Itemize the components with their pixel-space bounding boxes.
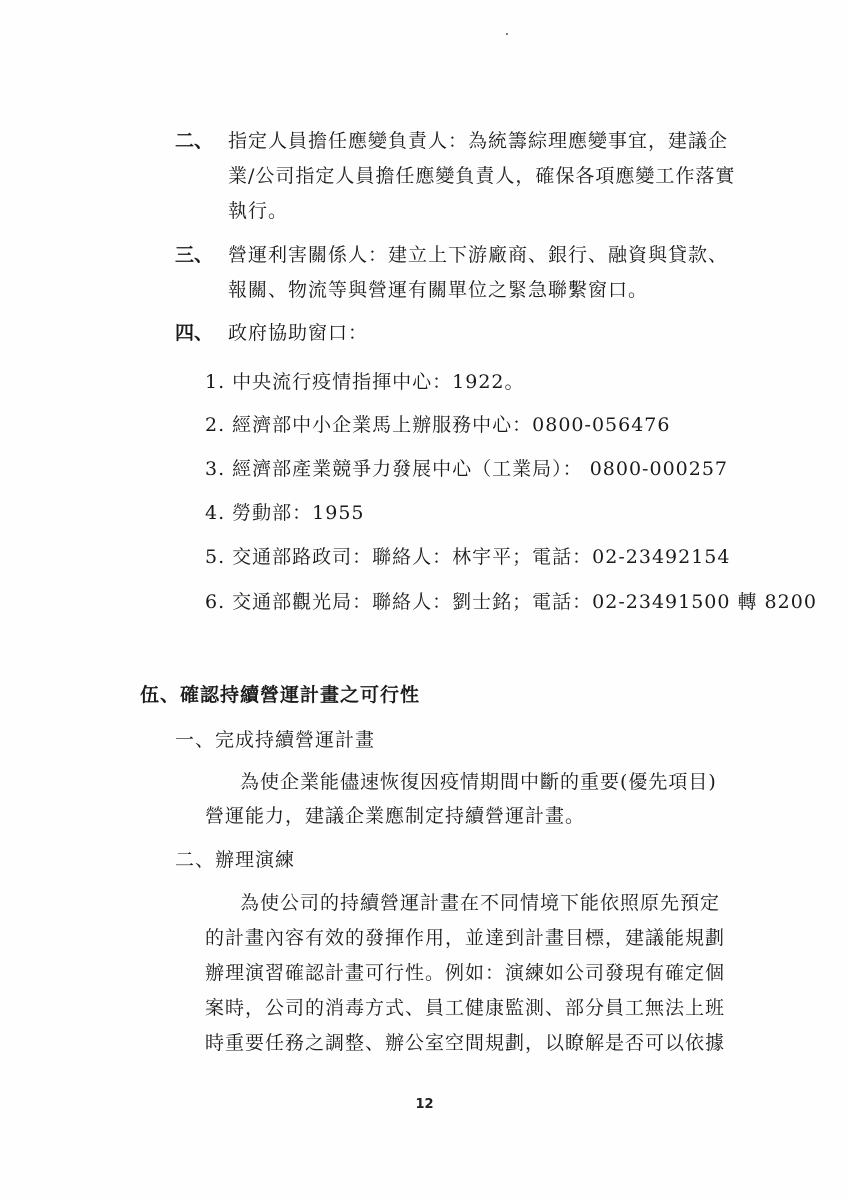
section-four-marker: 四、	[175, 322, 214, 344]
sub-one-line-2: 營運能力，建議企業應制定持續營運計畫。	[205, 805, 586, 827]
contact-item-3: 3. 經濟部產業競爭力發展中心（工業局）： 0800-000257	[205, 458, 729, 480]
sub-one-line-1: 為使企業能儘速恢復因疫情期間中斷的重要(優先項目)	[240, 771, 717, 793]
contact-item-4: 4. 勞動部：1955	[205, 502, 365, 524]
section-four-title: 政府協助窗口：	[228, 322, 369, 344]
section-two-marker: 二、	[175, 130, 214, 152]
sub-two-line-4: 案時，公司的消毒方式、員工健康監測、部分員工無法上班	[205, 997, 726, 1019]
section-two-line-3: 執行。	[228, 200, 289, 222]
chapter-five-heading: 伍、確認持續營運計畫之可行性	[140, 684, 421, 706]
sub-two-line-5: 時重要任務之調整、辦公室空間規劃，以瞭解是否可以依據	[205, 1032, 726, 1054]
scan-speck	[506, 33, 508, 35]
section-two-line-2: 業/公司指定人員擔任應變負責人，確保各項應變工作落實	[228, 165, 736, 187]
sub-one-title: 一、完成持續營運計畫	[175, 729, 376, 751]
contact-item-2: 2. 經濟部中小企業馬上辦服務中心：0800-056476	[205, 414, 671, 436]
sub-two-title: 二、辦理演練	[175, 849, 296, 871]
sub-two-line-3: 辦理演習確認計畫可行性。例如：演練如公司發現有確定個	[205, 962, 726, 984]
contact-item-6: 6. 交通部觀光局：聯絡人：劉士銘；電話：02-23491500 轉 8200	[205, 591, 817, 613]
contact-item-5: 5. 交通部路政司：聯絡人：林宇平；電話：02-23492154	[205, 546, 731, 568]
sub-two-line-2: 的計畫內容有效的發揮作用，並達到計畫目標，建議能規劃	[205, 927, 726, 949]
section-three-line-1: 營運利害關係人：建立上下游廠商、銀行、融資與貸款、	[228, 244, 729, 266]
section-three-line-2: 報關、物流等與營運有關單位之緊急聯繫窗口。	[228, 279, 649, 301]
page-number: 12	[415, 1097, 434, 1112]
section-two-line-1: 指定人員擔任應變負責人：為統籌綜理應變事宜，建議企	[228, 130, 729, 152]
sub-two-line-1: 為使公司的持續營運計畫在不同情境下能依照原先預定	[240, 892, 721, 914]
contact-item-1: 1. 中央流行疫情指揮中心：1922。	[205, 371, 525, 393]
section-three-marker: 三、	[175, 244, 214, 266]
